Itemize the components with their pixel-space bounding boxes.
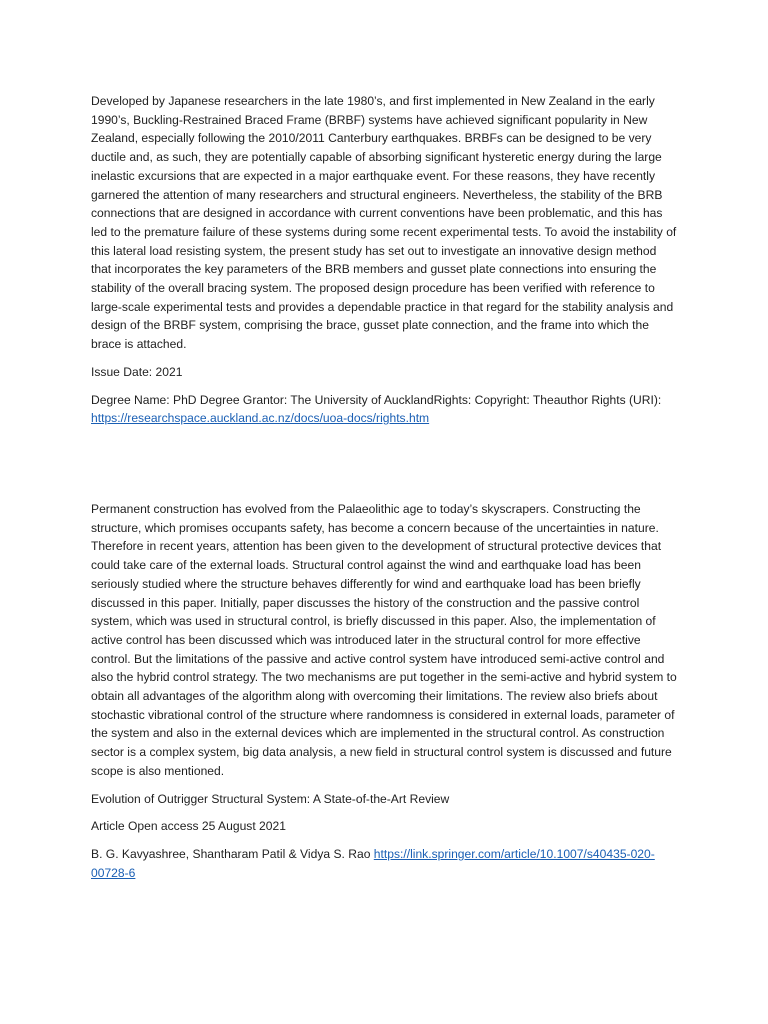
article-info: Article Open access 25 August 2021 bbox=[91, 819, 286, 834]
abstract-paragraph: Developed by Japanese researchers in the late 1980’s, and first implemented in New Zealand in the early 1990’s, Buckling-Restrained Braced Frame (BRBF) systems have achieved significant popularity in New Zealand, especially following the 2010/2011 Canterbury earthquakes. BRBFs can be designed to be very ductile and, as such, they are potentially capable of absorbing significant hysteretic energy during the large inelastic excursions that are expected in a major earthquake event. For these reasons, they have recently garnered the attention of many researchers and structural engineers. Nevertheless, the stability of the BRB connections that are designed in accordance with current conventions have been problematic, and this has led to the premature failure of these systems during some recent experimental tests. To avoid the instability of this lateral load resisting system, the present study has set out to investigate an innovative design method that incorporates the key parameters of the BRB members and gusset plate connections into ensuring the stability of the overall bracing system. The proposed design procedure has been verified with reference to large-scale experimental tests and provides a dependable practice in that regard for the stability analysis and design of the BRBF system, comprising the brace, gusset plate connection, and the frame into which the brace is attached. bbox=[91, 94, 677, 352]
record-1 bbox=[91, 92, 679, 428]
authors: B. G. Kavyashree, Shantharam Patil & Vidya S. Rao bbox=[91, 846, 374, 861]
article-title: Evolution of Outrigger Structural System: A State-of-the-Art Review bbox=[91, 791, 450, 806]
abstract-paragraph-2: Permanent construction has evolved from the Palaeolithic age to today’s skyscrapers. Constructing the structure, which promises occupants safety, has become a concern because of the uncertainties in nature. Therefore in recent years, attention has been given to the development of structural protective devices that could take care of the external loads. Structural control against the wind and earthquake load has been seriously studied where the structure behaves differently for wind and earthquake load has been briefly discussed in this paper. Initially, paper discusses the history of the construction and the passive control system, which was used in structural control, is briefly discussed in this paper. Also, the implementation of active control has been discussed which was introduced later in the structural control for more effective control. But the limitations of the passive and active control system have introduced semi-active control and also the hybrid control strategy. The two mechanisms are put together in the semi-active and hybrid system to obtain all advantages of the algorithm along with overcoming their limitations. The review also briefs about stochastic vibrational control of the structure where randomness is considered in external loads, parameter of the system and also in the external devices which are implemented in the structural control. As construction sector is a complex system, big data analysis, a new field in structural control system is discussed and future scope is also mentioned. bbox=[91, 502, 677, 778]
author-line bbox=[91, 845, 679, 882]
article-link[interactable]: https://link.springer.com/article/10.1007/s40435-020-00728-6 bbox=[91, 846, 655, 880]
rights-link[interactable]: https://researchspace.auckland.ac.nz/docs/uoa-docs/rights.htm bbox=[91, 411, 430, 426]
degree-info-text: Degree Name: PhD Degree Grantor: The University of AucklandRights: Copyright: Theauthor Rights (URI): bbox=[91, 392, 662, 407]
degree-info bbox=[91, 391, 679, 428]
issue-date: Issue Date: 2021 bbox=[91, 364, 183, 379]
record-2 bbox=[91, 500, 679, 882]
